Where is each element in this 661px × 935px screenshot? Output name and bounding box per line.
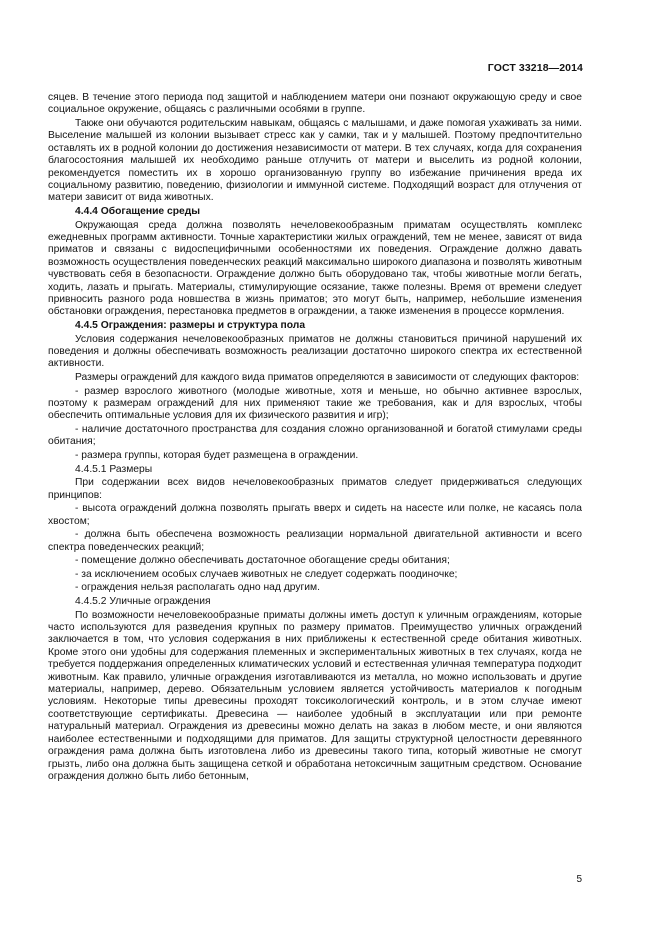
list-item: - помещение должно обеспечивать достаточное обогащение среды обитания; bbox=[75, 555, 450, 567]
paragraph: Условия содержания нечеловекообразных приматов не должны становиться причиной нарушений их поведения и должны обеспечивать возможность реализации достаточно широкого спектра их естественной активности. bbox=[48, 333, 582, 370]
paragraph: При содержании всех видов нечеловекообразных приматов следует придерживаться следующих принципов: bbox=[48, 477, 582, 501]
list-item: - наличие достаточного пространства для создания сложно организованной и богатой стимулами среды обитания; bbox=[48, 424, 582, 448]
list-item: - размер взрослого животного (молодые животные, хотя и меньше, но обычно активнее взрослых, поэтому к размерам ограждений для них применяют такие же требования, как и для взрослых, чтобы обеспечить оптимальные условия для их физического развития и игр); bbox=[48, 385, 582, 422]
paragraph: Размеры ограждений для каждого вида приматов определяются в зависимости от следующих факторов: bbox=[75, 372, 580, 384]
list-item: - высота ограждений должна позволять прыгать вверх и сидеть на насесте или полке, не касаясь пола хвостом; bbox=[48, 503, 582, 527]
document-body bbox=[48, 92, 582, 785]
page-number: 5 bbox=[576, 874, 582, 885]
paragraph: По возможности нечеловекообразные приматы должны иметь доступ к уличным ограждениям, которые часто используются для разведения крупных по размеру приматов. Преимущество уличных ограждений заключается в том, что условия содержания в них приближены к естественной среде обитания животных. Кроме этого они удобны для содержания племенных и экспериментальных животных в тех случаях, когда не требуется поддержания определенных климатических условий и естественная уличная температура подходит животным. Как правило, уличные ограждения изготавливаются из металла, но можно использовать и другие материалы, например, дерево. Обязательным условием является устойчивость материалов к погодным условиям. Некоторые типы древесины проходят токсикологический контроль, и в этом случае имеют соответствующие сертификаты. Древесина — наиболее удобный в эксплуатации или при ремонте натуральный материал. Ограждения из древесины можно делать на заказ в любом месте, и они являются наиболее естественными и подходящими для приматов. Для защиты структурной целостности деревянного ограждения рама должна быть изготовлена либо из древесины такого типа, который животные не смогут грызть, либо она должна быть защищена сеткой и обработана нетоксичным защитным средством. Основание ограждения должно быть либо бетонным, bbox=[48, 609, 582, 782]
section-heading: 4.4.5 Ограждения: размеры и структура пола bbox=[75, 320, 306, 332]
subsection-heading: 4.4.5.1 Размеры bbox=[75, 463, 153, 475]
paragraph: сяцев. В течение этого периода под защитой и наблюдением матери они познают окружающую среду и свое социальное окружение, общаясь с различными особями в группе. bbox=[48, 92, 582, 116]
paragraph: Также они обучаются родительским навыкам, общаясь с малышами, и даже помогая ухаживать за ними. Выселение малышей из колонии вызывает стресс как у самки, так и у малышей. Поэтому предпочтительно оставлять их в родной колонии до достижения независимости от матери. В тех случаях, когда для сохранения благосостояния малышей их необходимо раньше отлучить от матери и выселить из родной колонии, рекомендуется поместить их в хорошо организованную группу во избежание причинения вреда их социальному развитию, поведению, физиологии и иммунной системе. Подходящий возраст для отлучения от матери зависит от вида животных. bbox=[48, 118, 582, 204]
document-header: ГОСТ 33218—2014 bbox=[487, 62, 583, 74]
list-item: - размера группы, которая будет размещена в ограждении. bbox=[75, 450, 359, 462]
list-item: - ограждения нельзя располагать одно над другим. bbox=[75, 582, 320, 594]
paragraph: Окружающая среда должна позволять нечеловекообразным приматам осуществлять комплекс ежедневных программ активности. Точные характеристики жилых ограждений, тем не менее, зависят от вида приматов и связаны с видоспецифичными особенностями их поведения. Ограждение должно давать возможность осуществления поведенческих реакций максимально широкого диапазона и позволять животным чувствовать себя в безопасности. Ограждение должно быть оборудовано так, чтобы животные могли бегать, ходить, лазать и прыгать. Материалы, стимулирующие осязание, также полезны. Время от времени следует привносить разного рода новшества в жизнь приматов; это могут быть, например, небольшие изменения обстановки ограждения, перестановка предметов в ограждении, а также изменения в процессе кормления. bbox=[48, 219, 582, 318]
list-item: - за исключением особых случаев животных не следует содержать поодиночке; bbox=[75, 568, 458, 580]
section-heading: 4.4.4 Обогащение среды bbox=[75, 206, 201, 218]
subsection-heading: 4.4.5.2 Уличные ограждения bbox=[75, 596, 211, 608]
list-item: - должна быть обеспечена возможность реализации нормальной двигательной активности и всего спектра поведенческих реакций; bbox=[48, 529, 582, 553]
